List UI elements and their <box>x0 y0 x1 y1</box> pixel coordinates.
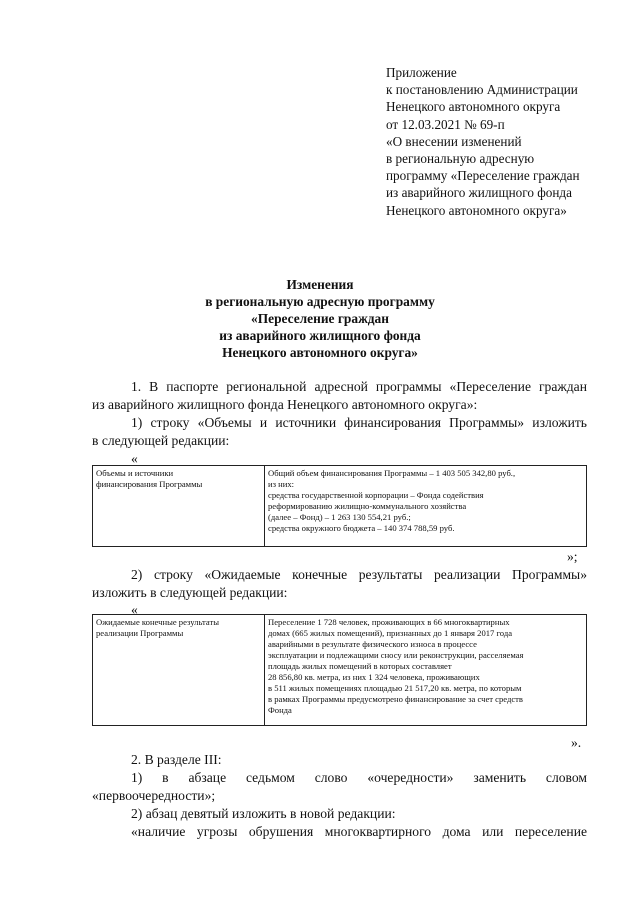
appendix-line: в региональную адресную <box>386 151 535 167</box>
appendix-line: к постановлению Администрации <box>386 82 578 98</box>
title-line: Ненецкого автономного округа» <box>222 345 418 360</box>
appendix-line: «О внесении изменений <box>386 133 522 149</box>
appendix-line: от 12.03.2021 № 69-п <box>386 116 505 132</box>
appendix-line: Ненецкого автономного округа <box>386 99 561 115</box>
title-line: «Переселение граждан <box>251 311 389 326</box>
close-quote-1: »; <box>567 549 578 564</box>
table-value-line: эксплуатации и подлежащими сносу или реконструкции, расселяемая <box>268 650 524 660</box>
table-value-cell <box>265 466 587 547</box>
table-label-line: реализации Программы <box>96 628 184 638</box>
section2-item1-line2: «первоочередности»; <box>92 788 216 803</box>
item2-line1: 2) строку «Ожидаемые конечные результаты реализации Программы» <box>131 567 587 582</box>
table-value-line: домах (665 жилых помещений), признанных до 1 января 2017 года <box>268 628 513 638</box>
section1-intro-line1: 1. В паспорте региональной адресной программы «Переселение граждан <box>131 379 587 394</box>
table-value-line: 28 856,80 кв. метра, из них 1 324 человека, проживающих <box>268 672 480 682</box>
appendix-line: Приложение <box>386 65 457 80</box>
table-value-line: Общий объем финансирования Программы – 1 403 505 342,80 руб., <box>268 468 516 478</box>
table-value-cell <box>265 615 587 726</box>
table-label-cell <box>93 466 265 547</box>
appendix-block <box>386 64 580 219</box>
section2-quote-line: «наличие угрозы обрушения многоквартирного дома или переселение <box>131 824 587 839</box>
financing-table <box>92 465 587 547</box>
title-line: из аварийного жилищного фонда <box>219 328 421 343</box>
title-line: в региональную адресную программу <box>205 294 435 309</box>
table-row <box>93 615 587 726</box>
table-label-cell <box>93 615 265 726</box>
results-table <box>92 614 587 726</box>
item2-line2: изложить в следующей редакции: <box>92 585 288 600</box>
table-value-line: в рамках Программы предусмотрено финансирование за счет средств <box>268 694 523 704</box>
open-quote-2: « <box>131 602 138 617</box>
appendix-line: Ненецкого автономного округа» <box>386 202 567 218</box>
title-line: Изменения <box>286 277 354 292</box>
open-quote: « <box>131 451 138 466</box>
table-value-line: реформированию жилищно-коммунального хозяйства <box>268 501 467 511</box>
table-value-line: Переселение 1 728 человек, проживающих в 66 многоквартирных <box>268 617 510 627</box>
appendix-line: программу «Переселение граждан <box>386 168 580 184</box>
table-label-line: Ожидаемые конечные результаты <box>96 617 220 627</box>
table-value-line: средства окружного бюджета – 140 374 788,59 руб. <box>268 523 455 533</box>
table-value-line: аварийными в результате физического износа в процессе <box>268 639 477 649</box>
section2-item1-line1: 1) в абзаце седьмом слово «очередности» заменить словом <box>131 770 587 785</box>
close-quote-2: ». <box>571 735 582 750</box>
section1-intro-line2: из аварийного жилищного фонда Ненецкого автономного округа»: <box>92 397 478 412</box>
table-label-line: финансирования Программы <box>96 479 203 489</box>
section2-item2: 2) абзац девятый изложить в новой редакции: <box>131 806 396 821</box>
item1-line1: 1) строку «Объемы и источники финансирования Программы» изложить <box>131 415 587 430</box>
section2-heading: 2. В разделе III: <box>131 752 222 767</box>
table-value-line: средства государственной корпорации – Фонда содействия <box>268 490 484 500</box>
appendix-line: из аварийного жилищного фонда <box>386 185 572 201</box>
table-value-line: Фонда <box>268 705 292 715</box>
table-value-line: площадь жилых помещений в которых составляет <box>268 661 452 671</box>
table-label-line: Объемы и источники <box>96 468 174 478</box>
table-value-line: в 511 жилых помещениях площадью 21 517,20 кв. метра, по которым <box>268 683 522 693</box>
table-value-line: (далее – Фонд) – 1 263 130 554,21 руб.; <box>268 512 411 522</box>
table-row <box>93 466 587 547</box>
item1-line2: в следующей редакции: <box>92 433 230 448</box>
table-value-line: из них: <box>268 479 295 489</box>
document-title <box>0 276 640 361</box>
